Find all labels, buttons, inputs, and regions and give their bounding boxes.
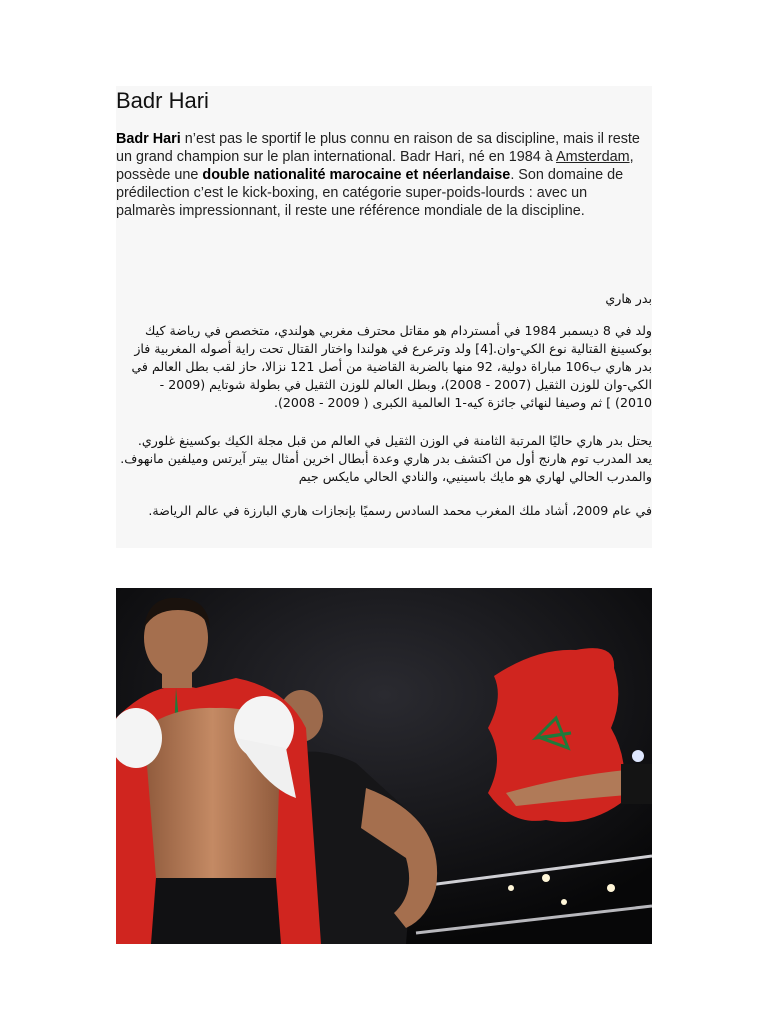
nationality-bold: double nationalité marocaine et néerlandaise: [202, 167, 511, 183]
fr-text-2: , possède une: [116, 149, 634, 183]
arabic-section: [120, 290, 652, 520]
boxing-photo: [116, 588, 652, 944]
fr-text-3: . Son domaine de prédilection c’est le kick-boxing, en catégorie super-poids-lourds : avec un palmarès impressionnant, il reste une référence mondiale de la discipline.: [116, 167, 624, 219]
fr-text-1: n’est pas le sportif le plus connu en raison de sa discipline, mais il reste un grand champion sur le plan international. Badr Hari, né en 1984 à: [116, 131, 640, 165]
arabic-paragraph-3: في عام 2009، أشاد ملك المغرب محمد السادس رسميًا بإنجازات هاري البارزة في عالم الرياضة.: [148, 503, 652, 518]
photo-illustration: [116, 588, 652, 944]
arabic-paragraph-2: يحتل بدر هاري حاليًا المرتبة الثامنة في الوزن الثقيل في العالم من قبل مجلة الكيك بوكسينغ غلوري. يعد المدرب توم هارنج أول من اكتشف بدر هاري وعدة أبطال اخرين أمثال بيتر آيرتس وميلفين مانهوف. والمدرب الحالي لهاري هو مايك باسينيي، والنادي الحالي مايكس جيم: [120, 433, 652, 484]
arabic-title: بدر هاري: [605, 291, 652, 306]
amsterdam-link[interactable]: Amsterdam: [556, 149, 630, 165]
page-title: Badr Hari: [116, 88, 209, 113]
french-paragraph: [116, 130, 646, 220]
name-bold: Badr Hari: [116, 131, 181, 147]
arabic-paragraph-1: ولد في 8 ديسمبر 1984 في أمستردام هو مقاتل محترف مغربي هولندي، متخصص في رياضة كيك بوكسينغ القتالية نوع الكي-وان.[4] ولد وترعرع في هولندا واختار القتال تحت راية أصوله المغربية فاز بدر هاري ب106 مباراة دولية، 92 منها بالضربة القاضية من أصل 121 نزالا، حاز لقب بطل العالم في الكي-وان للوزن الثقيل (2007 - 2008)، وبطل العالم للوزن الثقيل في بطولة شوتايم (2009 - 2010) ] ثم وصيفا لنهائي جائزة كيه-1 العالمية الكبرى ( 2009 - 2008).: [131, 323, 652, 410]
